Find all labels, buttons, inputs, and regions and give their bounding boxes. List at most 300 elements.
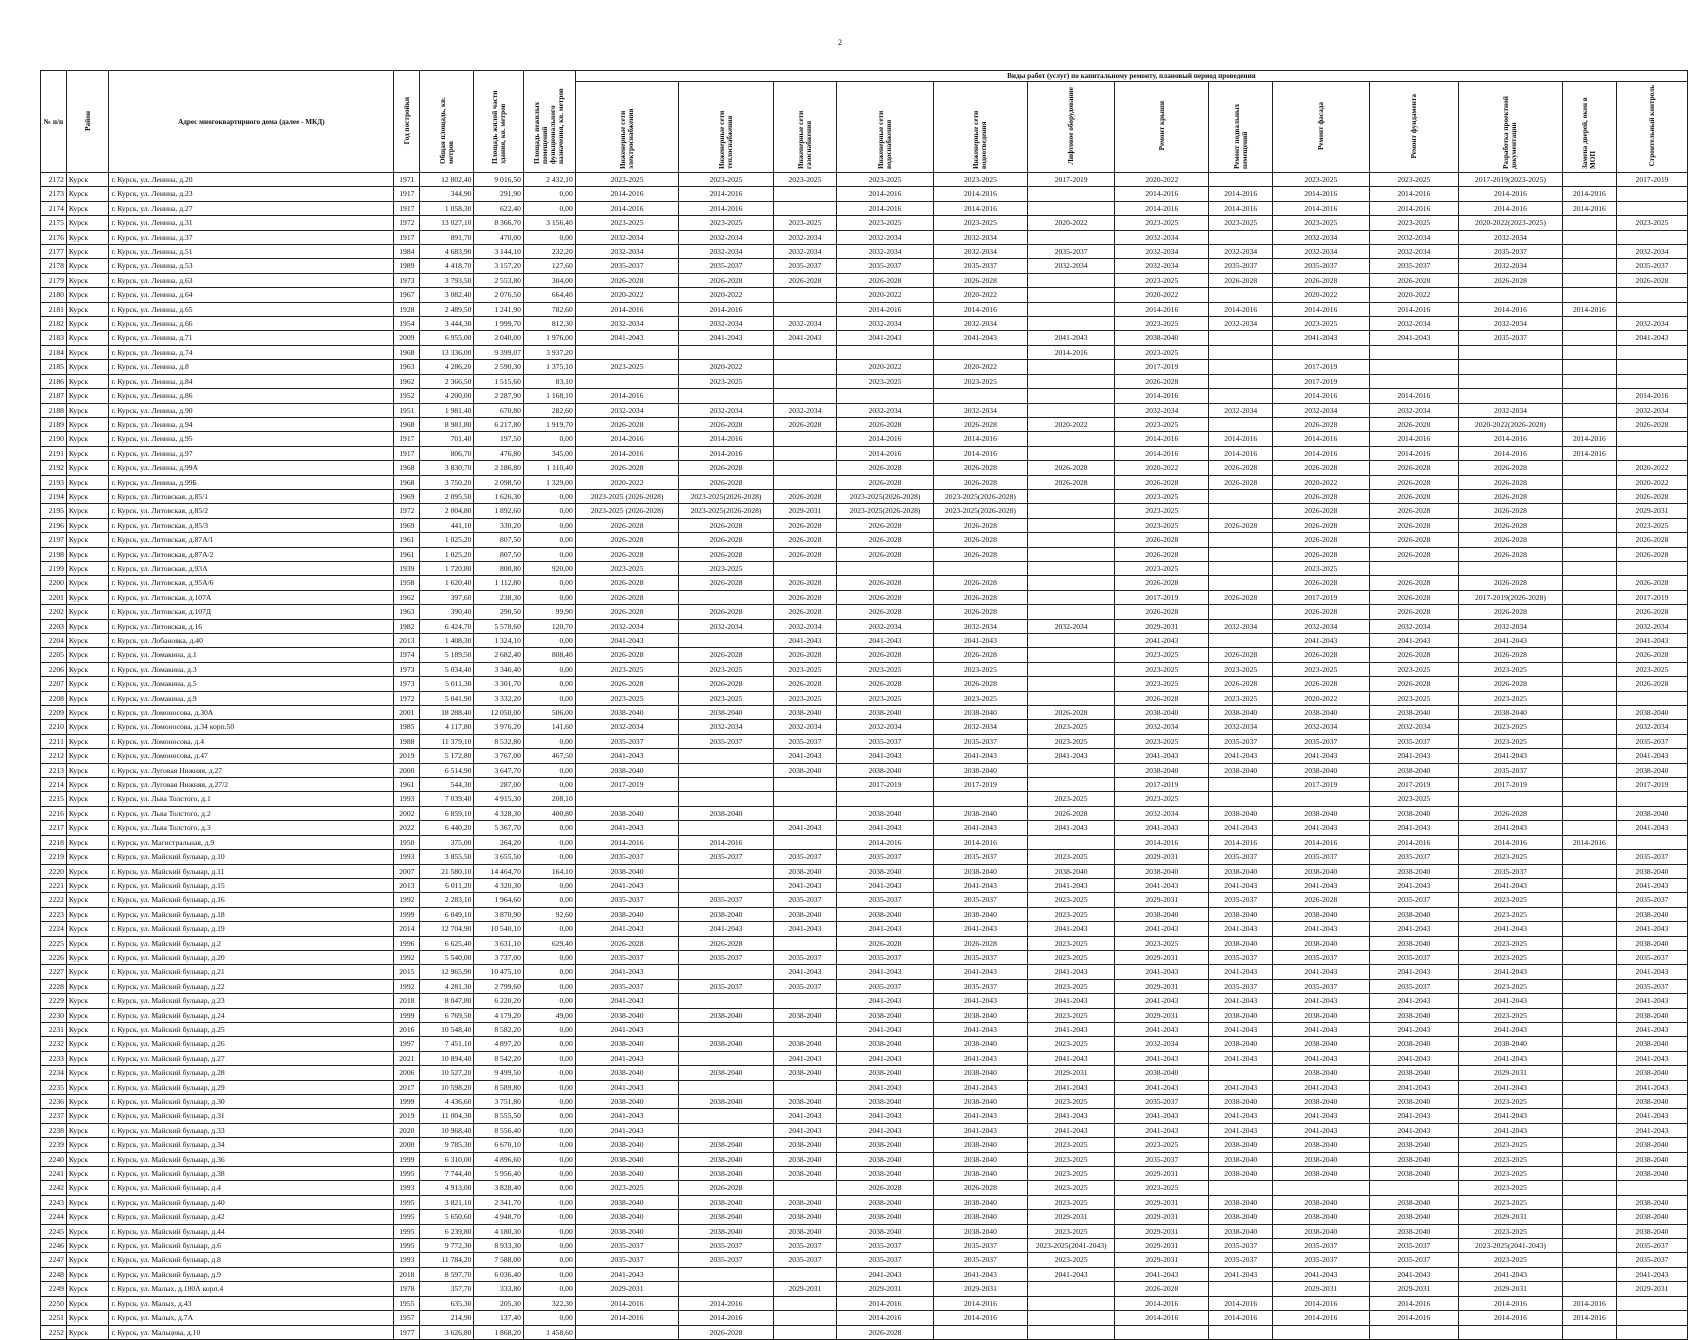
- work-period-cell: 2023-2025: [1459, 950, 1563, 964]
- district: Курск: [66, 259, 108, 273]
- total-area: 4 117,80: [420, 720, 474, 734]
- work-period-cell: 2014-2016: [575, 835, 679, 849]
- work-period-cell: 2035-2037: [1616, 950, 1687, 964]
- total-area: 13 027,10: [420, 216, 474, 230]
- work-period-cell: [1616, 691, 1687, 705]
- work-period-cell: 2014-2016: [1209, 1296, 1273, 1310]
- work-period-cell: 2026-2028: [933, 533, 1027, 547]
- living-area: 14 464,70: [474, 864, 523, 878]
- work-period-cell: [1562, 547, 1616, 561]
- district: Курск: [66, 850, 108, 864]
- living-area: 800,80: [474, 561, 523, 575]
- table-row: [41, 1167, 1688, 1181]
- work-period-cell: 2038-2040: [1209, 1138, 1273, 1152]
- nonliving-area: 0,00: [523, 187, 575, 201]
- total-area: 5 172,80: [420, 749, 474, 763]
- table-row: [41, 1253, 1688, 1267]
- work-period-cell: [1562, 821, 1616, 835]
- living-area: 8 542,20: [474, 1051, 523, 1065]
- work-period-cell: 2026-2028: [575, 273, 679, 287]
- work-period-cell: 2026-2028: [679, 576, 773, 590]
- nonliving-area: 1 919,70: [523, 417, 575, 431]
- work-period-cell: 2023-2025: [933, 662, 1027, 676]
- build-year: 1995: [394, 1210, 420, 1224]
- living-area: 197,50: [474, 432, 523, 446]
- work-period-cell: 2014-2016: [679, 432, 773, 446]
- work-period-cell: [1562, 734, 1616, 748]
- work-period-cell: 2041-2043: [1209, 1109, 1273, 1123]
- work-period-cell: 2032-2034: [1115, 245, 1209, 259]
- total-area: 3 750,20: [420, 475, 474, 489]
- living-area: 5 578,60: [474, 619, 523, 633]
- living-area: 3 870,90: [474, 907, 523, 921]
- work-period-cell: 2026-2028: [679, 475, 773, 489]
- row-number: 2206: [41, 662, 67, 676]
- header-address: Адрес многоквартирного дома (далее - МКД): [109, 71, 394, 173]
- work-period-cell: 2014-2016: [1562, 187, 1616, 201]
- work-period-cell: 2038-2040: [1273, 706, 1370, 720]
- work-period-cell: 2023-2025: [1616, 216, 1687, 230]
- work-period-cell: [1616, 1325, 1687, 1339]
- work-period-cell: [1616, 1181, 1687, 1195]
- work-period-cell: 2035-2037: [933, 950, 1027, 964]
- work-period-cell: [1209, 389, 1273, 403]
- table-row: [41, 634, 1688, 648]
- work-period-cell: [575, 1325, 679, 1339]
- work-period-cell: [773, 446, 837, 460]
- work-period-cell: 2029-2031: [1115, 950, 1209, 964]
- work-period-cell: [679, 1051, 773, 1065]
- work-period-cell: 2026-2028: [1209, 518, 1273, 532]
- work-period-cell: 2035-2037: [679, 850, 773, 864]
- address: г. Курск, ул. Майский бульвар, д.18: [109, 907, 394, 921]
- total-area: 4 286,20: [420, 360, 474, 374]
- total-area: 9 785,30: [420, 1138, 474, 1152]
- work-period-cell: [1616, 561, 1687, 575]
- work-period-cell: 2035-2037: [1616, 1239, 1687, 1253]
- work-period-cell: 2038-2040: [933, 806, 1027, 820]
- work-period-cell: [1028, 691, 1115, 705]
- work-period-cell: 2026-2028: [933, 518, 1027, 532]
- work-period-cell: [1369, 1325, 1459, 1339]
- work-period-cell: 2038-2040: [575, 864, 679, 878]
- work-period-cell: [1616, 360, 1687, 374]
- build-year: 2019: [394, 1109, 420, 1123]
- work-period-cell: 2023-2025: [837, 374, 934, 388]
- work-period-cell: 2038-2040: [679, 1138, 773, 1152]
- nonliving-area: 0,00: [523, 1282, 575, 1296]
- total-area: 10 968,40: [420, 1123, 474, 1137]
- build-year: 1995: [394, 1195, 420, 1209]
- work-period-cell: 2035-2037: [933, 1239, 1027, 1253]
- work-period-cell: [1369, 360, 1459, 374]
- work-period-cell: 2032-2034: [679, 317, 773, 331]
- district: Курск: [66, 1095, 108, 1109]
- work-period-cell: 2038-2040: [1616, 1095, 1687, 1109]
- work-period-cell: 2041-2043: [1115, 965, 1209, 979]
- work-period-cell: 2041-2043: [933, 331, 1027, 345]
- address: г. Курск, ул. Луговая Нижняя, д.27: [109, 763, 394, 777]
- work-period-cell: [773, 288, 837, 302]
- work-period-cell: 2026-2028: [933, 417, 1027, 431]
- work-period-cell: 2026-2028: [773, 547, 837, 561]
- work-period-cell: 2014-2016: [1115, 1296, 1209, 1310]
- work-period-cell: 2023-2025: [1459, 1008, 1563, 1022]
- district: Курск: [66, 432, 108, 446]
- work-period-cell: 2035-2037: [933, 734, 1027, 748]
- work-period-cell: 2035-2037: [837, 1239, 934, 1253]
- work-period-cell: 2032-2034: [1028, 259, 1115, 273]
- district: Курск: [66, 893, 108, 907]
- district: Курск: [66, 446, 108, 460]
- work-period-cell: 2014-2016: [1369, 446, 1459, 460]
- table-row: [41, 763, 1688, 777]
- work-period-cell: [1028, 1296, 1115, 1310]
- work-period-cell: 2023-2025: [575, 662, 679, 676]
- build-year: 1997: [394, 1037, 420, 1051]
- work-period-cell: 2014-2016: [1209, 201, 1273, 215]
- row-number: 2200: [41, 576, 67, 590]
- work-period-cell: 2038-2040: [1616, 806, 1687, 820]
- work-period-cell: [1562, 461, 1616, 475]
- work-period-cell: 2014-2016: [1115, 201, 1209, 215]
- work-period-cell: 2014-2016: [1562, 432, 1616, 446]
- living-area: 1 515,60: [474, 374, 523, 388]
- total-area: 5 034,40: [420, 662, 474, 676]
- row-number: 2211: [41, 734, 67, 748]
- table-row: [41, 230, 1688, 244]
- work-period-cell: [1562, 273, 1616, 287]
- district: Курск: [66, 922, 108, 936]
- nonliving-area: 0,00: [523, 1080, 575, 1094]
- work-period-cell: [1209, 417, 1273, 431]
- work-period-cell: 2020-2022: [1115, 173, 1209, 187]
- work-period-cell: 2038-2040: [773, 864, 837, 878]
- work-period-cell: 2029-2031: [1459, 1066, 1563, 1080]
- table-row: [41, 1325, 1688, 1339]
- work-period-cell: 2026-2028: [575, 533, 679, 547]
- nonliving-area: 1 168,10: [523, 389, 575, 403]
- build-year: 1989: [394, 259, 420, 273]
- row-number: 2179: [41, 273, 67, 287]
- work-period-cell: 2023-2025: [1028, 792, 1115, 806]
- work-period-cell: 2023-2025: [1028, 1195, 1115, 1209]
- work-period-cell: 2035-2037: [837, 734, 934, 748]
- table-row: [41, 590, 1688, 604]
- total-area: 5 540,00: [420, 950, 474, 964]
- work-period-cell: 2020-2022: [933, 288, 1027, 302]
- table-row: [41, 922, 1688, 936]
- work-period-cell: 2032-2034: [933, 619, 1027, 633]
- work-period-cell: 2038-2040: [1369, 1095, 1459, 1109]
- work-period-cell: 2023-2025: [1459, 1181, 1563, 1195]
- work-period-cell: 2038-2040: [1028, 864, 1115, 878]
- work-period-cell: 2026-2028: [1115, 533, 1209, 547]
- build-year: 2000: [394, 1138, 420, 1152]
- work-period-cell: 2026-2028: [1369, 461, 1459, 475]
- work-period-cell: [1562, 1267, 1616, 1281]
- work-period-cell: 2041-2043: [1115, 821, 1209, 835]
- row-number: 2214: [41, 778, 67, 792]
- table-row: [41, 1109, 1688, 1123]
- header-district: Район: [66, 71, 108, 173]
- work-period-cell: 2029-2031: [1115, 1210, 1209, 1224]
- nonliving-area: 99,90: [523, 605, 575, 619]
- work-period-cell: 2026-2028: [837, 1325, 934, 1339]
- nonliving-area: 0,00: [523, 1167, 575, 1181]
- build-year: 1961: [394, 778, 420, 792]
- work-period-cell: 2026-2028: [1616, 648, 1687, 662]
- work-period-cell: 2032-2034: [933, 230, 1027, 244]
- work-period-cell: 2038-2040: [933, 1224, 1027, 1238]
- work-period-cell: 2041-2043: [575, 994, 679, 1008]
- row-number: 2210: [41, 720, 67, 734]
- work-period-cell: 2026-2028: [575, 590, 679, 604]
- work-period-cell: 2017-2019: [1616, 778, 1687, 792]
- work-period-cell: 2026-2028: [1616, 417, 1687, 431]
- row-number: 2216: [41, 806, 67, 820]
- work-period-cell: 2038-2040: [679, 1152, 773, 1166]
- work-period-cell: 2026-2028: [575, 461, 679, 475]
- work-period-cell: [1562, 1037, 1616, 1051]
- work-period-cell: 2035-2037: [773, 1253, 837, 1267]
- build-year: 1969: [394, 489, 420, 503]
- header-work-4: Инженерные сети водоснабжения: [837, 82, 934, 173]
- work-period-cell: 2026-2028: [933, 547, 1027, 561]
- district: Курск: [66, 576, 108, 590]
- total-area: 4 200,00: [420, 389, 474, 403]
- total-area: 397,60: [420, 590, 474, 604]
- work-period-cell: 2026-2028: [1459, 648, 1563, 662]
- work-period-cell: 2038-2040: [1209, 763, 1273, 777]
- work-period-cell: 2023-2025: [1209, 662, 1273, 676]
- address: г. Курск, ул. Майский бульвар, д.44: [109, 1224, 394, 1238]
- work-period-cell: 2029-2031: [837, 1282, 934, 1296]
- work-period-cell: 2020-2022(2023-2025): [1459, 216, 1563, 230]
- work-period-cell: [1459, 389, 1563, 403]
- work-period-cell: 2038-2040: [837, 1224, 934, 1238]
- work-period-cell: 2023-2025: [1115, 1138, 1209, 1152]
- header-total-area: Общая площадь, кв. метров: [420, 71, 474, 173]
- work-period-cell: 2038-2040: [1209, 1037, 1273, 1051]
- district: Курск: [66, 230, 108, 244]
- work-period-cell: 2035-2037: [1209, 950, 1273, 964]
- address: г. Курск, ул. Майский бульвар, д.22: [109, 979, 394, 993]
- work-period-cell: 2041-2043: [1273, 634, 1370, 648]
- total-area: 11 379,10: [420, 734, 474, 748]
- nonliving-area: 120,70: [523, 619, 575, 633]
- work-period-cell: 2026-2028: [679, 648, 773, 662]
- work-period-cell: 2023-2025: [1459, 1138, 1563, 1152]
- work-period-cell: 2023-2025(2026-2028): [837, 504, 934, 518]
- living-area: 4 948,70: [474, 1210, 523, 1224]
- work-period-cell: 2032-2034: [1115, 720, 1209, 734]
- work-period-cell: 2023-2025: [1028, 850, 1115, 864]
- living-area: 8 589,80: [474, 1080, 523, 1094]
- address: г. Курск, ул. Ленина, д.63: [109, 273, 394, 287]
- work-period-cell: 2029-2031: [1273, 1282, 1370, 1296]
- header-work-1: Инженерные сети электроснабжения: [575, 82, 679, 173]
- address: г. Курск, ул. Майский бульвар, д.36: [109, 1152, 394, 1166]
- work-period-cell: 2041-2043: [933, 922, 1027, 936]
- work-period-cell: [679, 1109, 773, 1123]
- work-period-cell: 2026-2028: [1369, 576, 1459, 590]
- work-period-cell: 2029-2031: [1369, 1282, 1459, 1296]
- table-row: [41, 878, 1688, 892]
- build-year: 2021: [394, 1051, 420, 1065]
- work-period-cell: [1028, 273, 1115, 287]
- total-area: 8 597,70: [420, 1267, 474, 1281]
- work-period-cell: 2035-2037: [933, 259, 1027, 273]
- work-period-cell: 2038-2040: [1209, 1224, 1273, 1238]
- work-period-cell: 2020-2022: [1616, 461, 1687, 475]
- row-number: 2184: [41, 345, 67, 359]
- work-period-cell: 2041-2043: [1459, 821, 1563, 835]
- work-period-cell: 2032-2034: [1369, 619, 1459, 633]
- work-period-cell: 2023-2025: [837, 662, 934, 676]
- table-row: [41, 734, 1688, 748]
- work-period-cell: 2026-2028: [575, 518, 679, 532]
- work-period-cell: 2041-2043: [1209, 749, 1273, 763]
- work-period-cell: 2035-2037: [773, 950, 837, 964]
- district: Курск: [66, 1282, 108, 1296]
- work-period-cell: 2038-2040: [933, 763, 1027, 777]
- work-period-cell: 2029-2031: [1115, 1239, 1209, 1253]
- build-year: 1993: [394, 850, 420, 864]
- work-period-cell: 2017-2019: [1273, 360, 1370, 374]
- work-period-cell: 2041-2043: [773, 821, 837, 835]
- district: Курск: [66, 273, 108, 287]
- table-row: [41, 1181, 1688, 1195]
- row-number: 2250: [41, 1296, 67, 1310]
- work-period-cell: 2017-2019: [837, 778, 934, 792]
- work-period-cell: 2038-2040: [1273, 1008, 1370, 1022]
- address: г. Курск, ул. Майский бульвар, д.27: [109, 1051, 394, 1065]
- work-period-cell: 2041-2043: [1459, 1022, 1563, 1036]
- work-period-cell: [1562, 403, 1616, 417]
- address: г. Курск, ул. Лобановка, д.40: [109, 634, 394, 648]
- row-number: 2223: [41, 907, 67, 921]
- build-year: 1995: [394, 1167, 420, 1181]
- total-area: 891,70: [420, 230, 474, 244]
- work-period-cell: 2014-2016: [933, 432, 1027, 446]
- table-row: [41, 1095, 1688, 1109]
- work-period-cell: 2041-2043: [1028, 965, 1115, 979]
- work-period-cell: [679, 763, 773, 777]
- work-period-cell: 2014-2016: [1273, 1296, 1370, 1310]
- district: Курск: [66, 345, 108, 359]
- address: г. Курск, ул. Майский бульвар, д.24: [109, 1008, 394, 1022]
- row-number: 2219: [41, 850, 67, 864]
- work-period-cell: 2035-2037: [1459, 245, 1563, 259]
- address: г. Курск, ул. Майский бульвар, д.11: [109, 864, 394, 878]
- total-area: 5 189,50: [420, 648, 474, 662]
- work-period-cell: 2041-2043: [1028, 922, 1115, 936]
- work-period-cell: 2041-2043: [1616, 331, 1687, 345]
- work-period-cell: 2041-2043: [837, 331, 934, 345]
- header-work-3: Инженерные сети газоснабжения: [773, 82, 837, 173]
- work-period-cell: 2038-2040: [1273, 1224, 1370, 1238]
- work-period-cell: [1562, 1138, 1616, 1152]
- work-period-cell: 2038-2040: [1616, 1224, 1687, 1238]
- work-period-cell: [773, 374, 837, 388]
- living-area: 3 737,00: [474, 950, 523, 964]
- work-period-cell: 2014-2016: [1115, 187, 1209, 201]
- work-period-cell: 2038-2040: [575, 1095, 679, 1109]
- living-area: 3 144,10: [474, 245, 523, 259]
- row-number: 2225: [41, 936, 67, 950]
- district: Курск: [66, 907, 108, 921]
- work-period-cell: 2026-2028: [1209, 648, 1273, 662]
- work-period-cell: 2038-2040: [837, 1095, 934, 1109]
- living-area: 1 964,60: [474, 893, 523, 907]
- work-period-cell: 2035-2037: [1369, 950, 1459, 964]
- work-period-cell: [1028, 763, 1115, 777]
- work-period-cell: 2035-2037: [1369, 259, 1459, 273]
- work-period-cell: 2041-2043: [837, 1123, 934, 1137]
- row-number: 2191: [41, 446, 67, 460]
- work-period-cell: 2038-2040: [575, 1152, 679, 1166]
- work-period-cell: 2038-2040: [1209, 1167, 1273, 1181]
- work-period-cell: 2026-2028: [679, 533, 773, 547]
- work-period-cell: [1028, 504, 1115, 518]
- table-row: [41, 706, 1688, 720]
- work-period-cell: [773, 1080, 837, 1094]
- work-period-cell: 2041-2043: [1209, 878, 1273, 892]
- table-row: [41, 302, 1688, 316]
- work-period-cell: 2035-2037: [679, 734, 773, 748]
- table-row: [41, 605, 1688, 619]
- nonliving-area: 0,00: [523, 979, 575, 993]
- work-period-cell: 2026-2028: [837, 677, 934, 691]
- work-period-cell: 2041-2043: [933, 634, 1027, 648]
- work-period-cell: 2038-2040: [1209, 936, 1273, 950]
- work-period-cell: 2026-2028: [679, 1181, 773, 1195]
- work-period-cell: 2041-2043: [1209, 1267, 1273, 1281]
- header-works-group: Виды работ (услуг) по капитальному ремонту, плановый период проведения: [575, 71, 1687, 82]
- work-period-cell: [575, 345, 679, 359]
- row-number: 2229: [41, 994, 67, 1008]
- work-period-cell: 2026-2028: [773, 605, 837, 619]
- work-period-cell: 2041-2043: [1459, 1080, 1563, 1094]
- work-period-cell: 2026-2028: [837, 518, 934, 532]
- work-period-cell: 2026-2028: [1115, 576, 1209, 590]
- work-period-cell: 2041-2043: [1028, 821, 1115, 835]
- work-period-cell: 2026-2028: [575, 417, 679, 431]
- total-area: 18 288,40: [420, 706, 474, 720]
- work-period-cell: [1562, 245, 1616, 259]
- table-row: [41, 994, 1688, 1008]
- work-period-cell: 2026-2028: [1115, 691, 1209, 705]
- work-period-cell: 2038-2040: [575, 1195, 679, 1209]
- work-period-cell: 2035-2037: [1273, 850, 1370, 864]
- total-area: 1 408,30: [420, 634, 474, 648]
- district: Курск: [66, 1138, 108, 1152]
- work-period-cell: 2038-2040: [1369, 1138, 1459, 1152]
- work-period-cell: 2014-2016: [679, 187, 773, 201]
- work-period-cell: 2023-2025: [1459, 1152, 1563, 1166]
- work-period-cell: 2014-2016: [1273, 432, 1370, 446]
- address: г. Курск, ул. Майский бульвар, д.4: [109, 1181, 394, 1195]
- work-period-cell: 2041-2043: [575, 922, 679, 936]
- work-period-cell: 2035-2037: [679, 893, 773, 907]
- work-period-cell: 2038-2040: [773, 1095, 837, 1109]
- work-period-cell: 2014-2016: [1273, 835, 1370, 849]
- work-period-cell: 2023-2025: [1028, 734, 1115, 748]
- work-period-cell: [1562, 259, 1616, 273]
- work-period-cell: [1028, 374, 1115, 388]
- work-period-cell: 2014-2016: [837, 835, 934, 849]
